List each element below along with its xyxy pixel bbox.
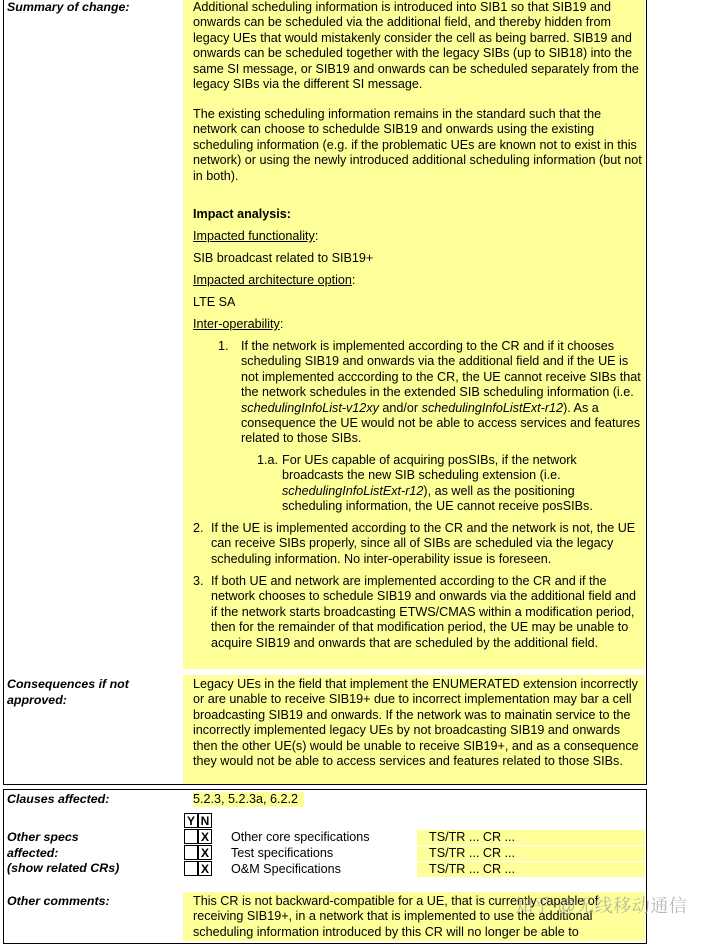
list-item-emphasis: schedulingInfoListExt-r12: [421, 400, 564, 415]
interoperability-label: [193, 317, 645, 332]
yes-checkbox[interactable]: [184, 845, 198, 860]
impacted-functionality-label: [193, 229, 645, 244]
clauses-value: 5.2.3, 5.2.3a, 6.2.2: [193, 792, 304, 807]
impacted-architecture-label-text: Impacted architecture option: [193, 273, 352, 287]
n-column-header: N: [198, 813, 212, 828]
consequences-label-line: Consequences if not: [7, 677, 129, 691]
yes-checkbox[interactable]: [184, 861, 198, 876]
other-specs-label-line: (show related CRs): [7, 861, 120, 875]
no-checkbox[interactable]: X: [198, 829, 212, 844]
summary-paragraph-1: Additional scheduling information is introduced into SIB1 so that SIB19 and onwards can be scheduled via the additional field, and thereby hidden from legacy UEs that would mistakenly consider the cell as being barred. SIB19 and onwards can be scheduled together with the legacy SIBs (up to SIB18) into the same SI message, or SIB19 and onwards can be scheduled separately from the legacy SIBs via the different SI message.: [193, 0, 639, 92]
colon: :: [314, 229, 319, 243]
impacted-functionality-label-text: Impacted functionality: [193, 229, 315, 243]
consequences-text: Legacy UEs in the field that implement the ENUMERATED extension incorrectly or are unable to receive SIB19+ due to incorrect implementation may bar a cell broadcasting SIB19 and onwards. If the network was to mainatin service to the incorrectly implemented legacy UEs by not broadcasting SIB19 and onwards then the other UE(s) would be unable to receive SIB19+, and as a consequence they would not be able to access services and features related to those SIBs.: [193, 677, 639, 769]
list-item-text: ), as well as the positioning scheduling information, the UE cannot receive posSIBs.: [282, 483, 593, 514]
y-column-header: Y: [184, 813, 198, 828]
list-item: If the UE is implemented according to the CR and the network is not, the UE can receive SIBs properly, since all of SIBs are scheduled via the legacy scheduling information. No inter-operability issue is foreseen.: [211, 521, 636, 566]
list-item: [241, 339, 645, 447]
list-item-text: and/or: [378, 400, 422, 415]
spec-name: Other core specifications: [231, 830, 370, 844]
list-item-text: If the network is implemented according to the CR and if it chooses scheduling SIB19 and onwards via the additional field and if the UE is not implemented acccording to the CR, the UE cannot receive SIBs that the network schedules in the extended SIB scheduling information (i.e.: [241, 339, 641, 400]
comments-text: This CR is not backward-compatible for a UE, that is currently capable of receiving SIB19+, in a network that is implemented to use the additional scheduling information introduced by this CR will no longer be able to: [193, 894, 599, 939]
spec-name: O&M Specifications: [231, 862, 341, 876]
summary-label: Summary of change:: [7, 0, 130, 14]
list-item: If both UE and network are implemented according to the CR and if the network chooses to schedule SIB19 and onwards via the additional field and if the network starts broadcasting ETWS/CMAS within a modification period, then for the remainder of that modification period, the UE may be unable to acquire SIB19 and onwards that are scheduled by the additional field.: [211, 574, 636, 650]
summary-highlight: [183, 0, 645, 669]
list-item-emphasis: schedulingInfoList-v12xy: [241, 400, 379, 415]
no-checkbox[interactable]: X: [198, 845, 212, 860]
list-item-number: 2.: [193, 521, 204, 535]
yes-checkbox[interactable]: [184, 829, 198, 844]
other-specs-label: [7, 830, 119, 877]
watermark: 知乎 @无线移动通信: [515, 896, 688, 916]
impacted-architecture-value: LTE SA: [193, 295, 236, 309]
no-checkbox[interactable]: X: [198, 861, 212, 876]
list-item-number: 1.: [218, 339, 229, 353]
list-item-text: For UEs capable of acquiring posSIBs, if the network broadcasts the new SIB scheduling extension (i.e.: [282, 453, 577, 483]
comments-label: Other comments:: [7, 894, 110, 908]
list-item-emphasis: schedulingInfoListExt-r12: [282, 483, 424, 498]
spec-name: Test specifications: [231, 846, 334, 860]
clauses-label: Clauses affected:: [7, 792, 110, 806]
spec-reference: TS/TR ... CR ...: [417, 846, 645, 861]
interoperability-label-text: Inter-operability: [193, 317, 280, 331]
list-item: [282, 453, 632, 515]
impacted-functionality-value: SIB broadcast related to SIB19+: [193, 251, 374, 265]
spec-reference: TS/TR ... CR ...: [417, 862, 645, 877]
colon: :: [351, 273, 356, 287]
summary-paragraph-2: The existing scheduling information remains in the standard such that the network can choose to schedulde SIB19 and onwards using the existing scheduling information (e.g. if the problematic UEs are known not to exist in this network) or using the newly introduced additional scheduling information (but not in both).: [193, 107, 642, 183]
consequences-label: [7, 677, 129, 708]
impacted-architecture-label: [193, 273, 645, 288]
other-specs-label-line: affected:: [7, 845, 59, 860]
list-item-number: 3.: [193, 574, 204, 588]
list-item-text: ). As a consequence the UE would not be able to access services and features related to those SIBs.: [241, 400, 641, 446]
spec-reference: TS/TR ... CR ...: [417, 830, 645, 845]
consequences-label-line: approved:: [7, 692, 67, 707]
colon: :: [279, 317, 284, 331]
other-specs-label-line: Other specs: [7, 830, 79, 844]
impact-analysis-heading: Impact analysis:: [193, 207, 291, 221]
list-item-number: 1.a.: [257, 453, 279, 467]
